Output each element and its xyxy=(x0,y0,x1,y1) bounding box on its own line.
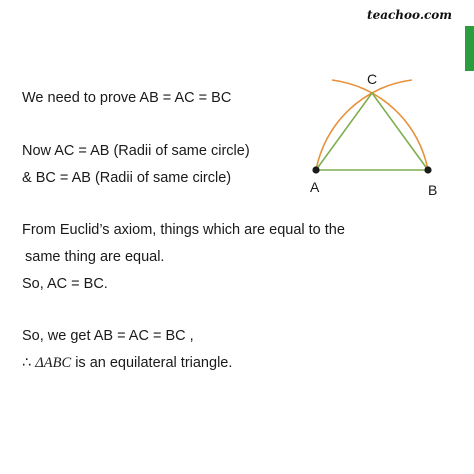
proof-line-conclusion xyxy=(22,355,232,372)
label-c: C xyxy=(367,71,378,87)
label-a: A xyxy=(310,179,320,195)
teachoo-logo: teachoo.com xyxy=(367,8,452,22)
proof-line-goal: We need to prove AB = AC = BC xyxy=(22,90,232,106)
proof-line-ac-bc: So, AC = BC. xyxy=(22,276,108,292)
label-b: B xyxy=(428,182,438,198)
proof-line-axiom-cont: same thing are equal. xyxy=(25,249,165,265)
equilateral-triangle-diagram xyxy=(300,68,460,198)
arc-centered-b xyxy=(332,80,428,170)
therefore-symbol: ∴ xyxy=(22,355,32,371)
proof-line-ac-ab: Now AC = AB (Radii of same circle) xyxy=(22,143,250,159)
proof-line-result: So, we get AB = AC = BC , xyxy=(22,328,194,344)
point-a xyxy=(312,166,319,173)
diagram-svg xyxy=(300,68,460,198)
proof-line-bc-ab: & BC = AB (Radii of same circle) xyxy=(22,170,232,186)
accent-bar xyxy=(465,26,474,71)
conclusion-text: is an equilateral triangle. xyxy=(71,355,233,371)
arc-centered-a xyxy=(316,80,412,170)
proof-line-axiom: From Euclid’s axiom, things which are equal to the xyxy=(22,222,345,238)
point-b xyxy=(424,166,431,173)
triangle-abc xyxy=(316,93,428,170)
triangle-abc-math: ΔABC xyxy=(35,355,72,371)
